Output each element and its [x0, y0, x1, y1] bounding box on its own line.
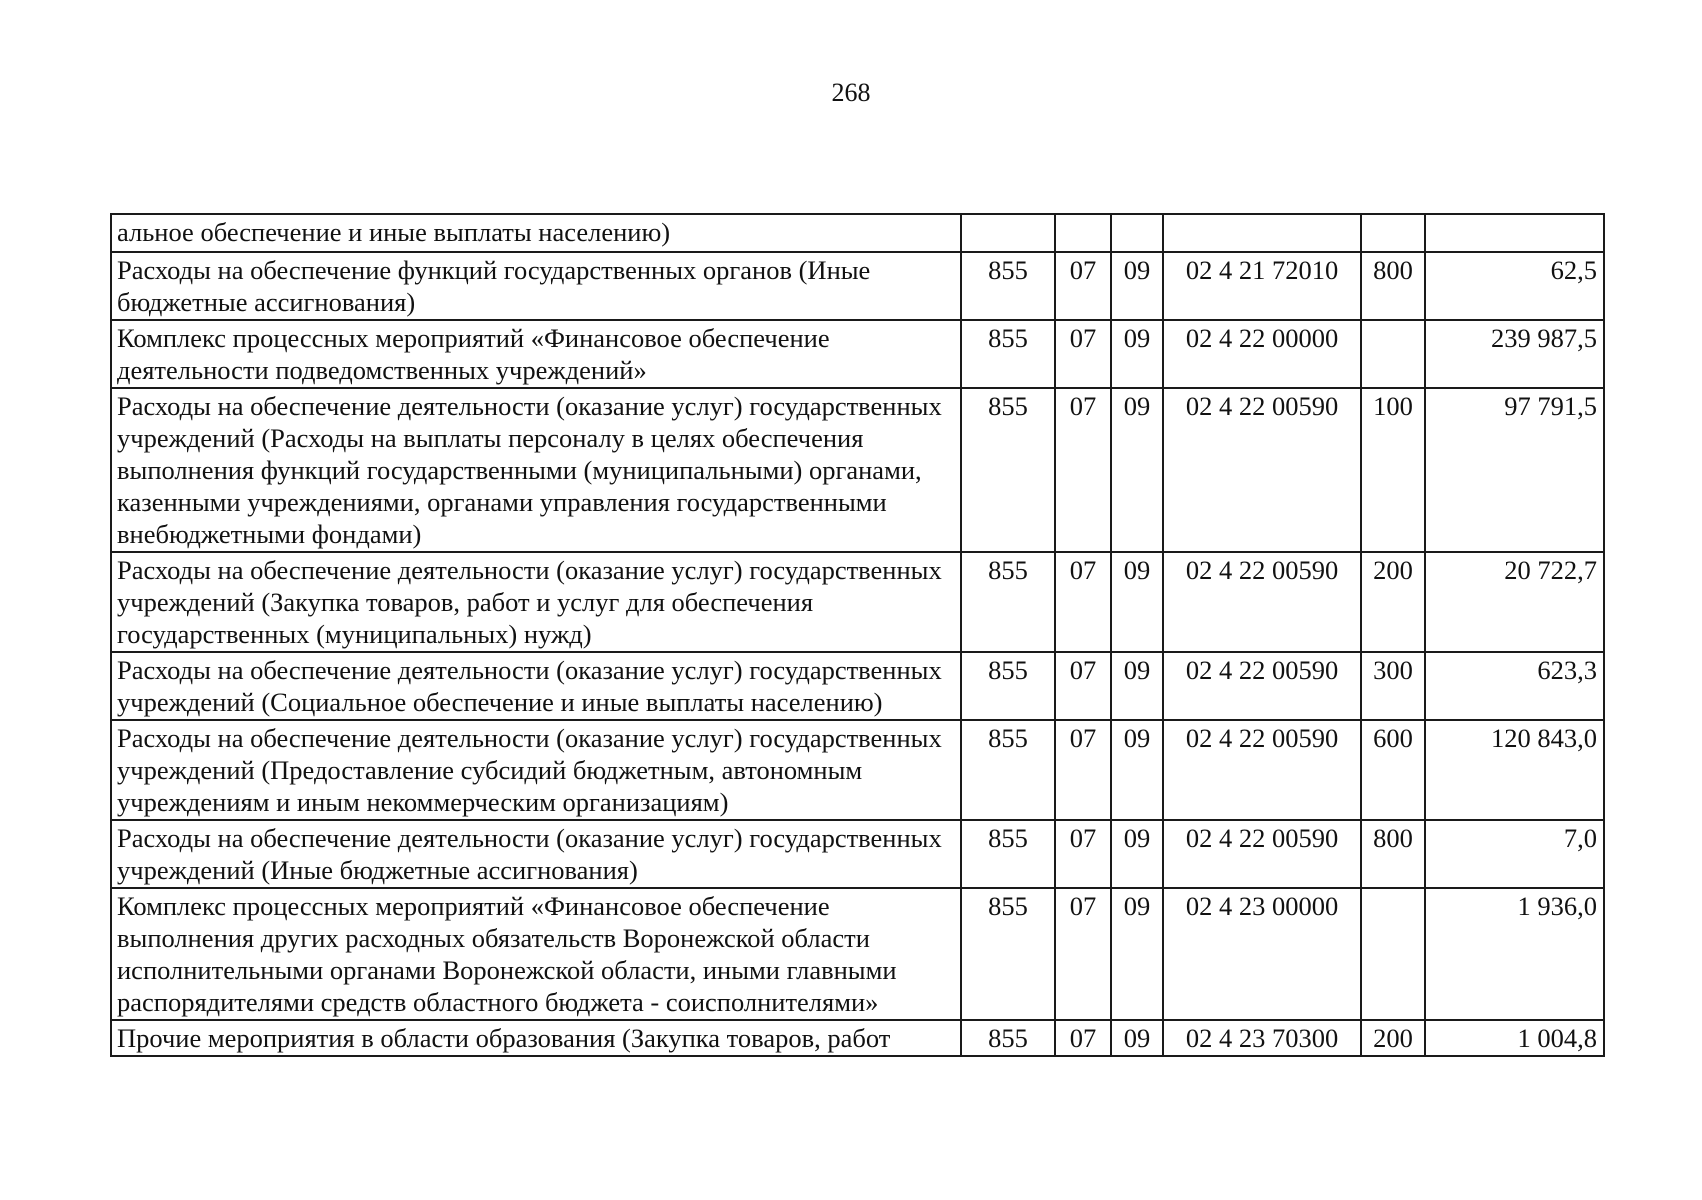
subsection-code-cell [1111, 214, 1163, 252]
section-code-cell: 07 [1055, 1020, 1111, 1056]
row-name-cell: Расходы на обеспечение деятельности (оказание услуг) государственных учреждений (Социальное обеспечение и иные выплаты населению) [111, 652, 961, 720]
ministry-code-cell: 855 [961, 388, 1055, 552]
table-row [111, 214, 1604, 252]
expense-type-cell: 200 [1361, 1020, 1425, 1056]
target-article-cell [1163, 214, 1361, 252]
row-name-cell: Расходы на обеспечение деятельности (оказание услуг) государственных учреждений (Предоставление субсидий бюджетным, автономным учреждениям и иным некоммерческим организациям) [111, 720, 961, 820]
row-name-cell: Расходы на обеспечение деятельности (оказание услуг) государственных учреждений (Иные бюджетные ассигнования) [111, 820, 961, 888]
expense-type-cell: 300 [1361, 652, 1425, 720]
subsection-code-cell: 09 [1111, 388, 1163, 552]
section-code-cell: 07 [1055, 652, 1111, 720]
table-row [111, 820, 1604, 888]
section-code-cell: 07 [1055, 820, 1111, 888]
sum-cell: 1 004,8 [1425, 1020, 1604, 1056]
row-name-cell: Расходы на обеспечение деятельности (оказание услуг) государственных учреждений (Расходы на выплаты персоналу в целях обеспечения выполнения функций государственными (муниципальными) органами, казенными учреждениями, органами управления государственными внебюджетными фондами) [111, 388, 961, 552]
table-row [111, 552, 1604, 652]
ministry-code-cell: 855 [961, 888, 1055, 1020]
table-row [111, 888, 1604, 1020]
sum-cell: 97 791,5 [1425, 388, 1604, 552]
sum-cell: 239 987,5 [1425, 320, 1604, 388]
subsection-code-cell: 09 [1111, 1020, 1163, 1056]
table-row [111, 320, 1604, 388]
table-row [111, 652, 1604, 720]
sum-cell: 7,0 [1425, 820, 1604, 888]
expense-type-cell [1361, 888, 1425, 1020]
row-name-cell: Прочие мероприятия в области образования (Закупка товаров, работ [111, 1020, 961, 1056]
section-code-cell: 07 [1055, 388, 1111, 552]
subsection-code-cell: 09 [1111, 252, 1163, 320]
target-article-cell: 02 4 23 00000 [1163, 888, 1361, 1020]
row-name-cell: Расходы на обеспечение функций государственных органов (Иные бюджетные ассигнования) [111, 252, 961, 320]
expense-type-cell [1361, 214, 1425, 252]
section-code-cell: 07 [1055, 252, 1111, 320]
target-article-cell: 02 4 22 00590 [1163, 720, 1361, 820]
sum-cell: 20 722,7 [1425, 552, 1604, 652]
target-article-cell: 02 4 22 00590 [1163, 652, 1361, 720]
target-article-cell: 02 4 22 00000 [1163, 320, 1361, 388]
table-row [111, 388, 1604, 552]
expense-type-cell: 600 [1361, 720, 1425, 820]
subsection-code-cell: 09 [1111, 888, 1163, 1020]
table-row [111, 252, 1604, 320]
sum-cell: 623,3 [1425, 652, 1604, 720]
subsection-code-cell: 09 [1111, 552, 1163, 652]
target-article-cell: 02 4 22 00590 [1163, 552, 1361, 652]
sum-cell: 1 936,0 [1425, 888, 1604, 1020]
target-article-cell: 02 4 22 00590 [1163, 820, 1361, 888]
subsection-code-cell: 09 [1111, 652, 1163, 720]
row-name-cell: Комплекс процессных мероприятий «Финансовое обеспечение деятельности подведомственных учреждений» [111, 320, 961, 388]
section-code-cell: 07 [1055, 552, 1111, 652]
section-code-cell: 07 [1055, 888, 1111, 1020]
subsection-code-cell: 09 [1111, 820, 1163, 888]
target-article-cell: 02 4 22 00590 [1163, 388, 1361, 552]
ministry-code-cell [961, 214, 1055, 252]
expense-type-cell [1361, 320, 1425, 388]
ministry-code-cell: 855 [961, 652, 1055, 720]
sum-cell: 120 843,0 [1425, 720, 1604, 820]
row-name-cell: Комплекс процессных мероприятий «Финансовое обеспечение выполнения других расходных обязательств Воронежской области исполнительными органами Воронежской области, иными главными распорядителями средств областного бюджета - соисполнителями» [111, 888, 961, 1020]
table-body [111, 214, 1604, 1056]
ministry-code-cell: 855 [961, 720, 1055, 820]
sum-cell: 62,5 [1425, 252, 1604, 320]
target-article-cell: 02 4 21 72010 [1163, 252, 1361, 320]
sum-cell [1425, 214, 1604, 252]
table-row [111, 720, 1604, 820]
ministry-code-cell: 855 [961, 320, 1055, 388]
section-code-cell: 07 [1055, 720, 1111, 820]
row-name-cell: Расходы на обеспечение деятельности (оказание услуг) государственных учреждений (Закупка товаров, работ и услуг для обеспечения государственных (муниципальных) нужд) [111, 552, 961, 652]
subsection-code-cell: 09 [1111, 720, 1163, 820]
section-code-cell: 07 [1055, 320, 1111, 388]
target-article-cell: 02 4 23 70300 [1163, 1020, 1361, 1056]
expense-type-cell: 100 [1361, 388, 1425, 552]
ministry-code-cell: 855 [961, 552, 1055, 652]
ministry-code-cell: 855 [961, 1020, 1055, 1056]
subsection-code-cell: 09 [1111, 320, 1163, 388]
ministry-code-cell: 855 [961, 252, 1055, 320]
section-code-cell [1055, 214, 1111, 252]
budget-table [110, 213, 1605, 1057]
table-row [111, 1020, 1604, 1056]
expense-type-cell: 800 [1361, 252, 1425, 320]
page-number: 268 [831, 78, 871, 107]
expense-type-cell: 800 [1361, 820, 1425, 888]
row-name-cell: альное обеспечение и иные выплаты населению) [111, 214, 961, 252]
ministry-code-cell: 855 [961, 820, 1055, 888]
expense-type-cell: 200 [1361, 552, 1425, 652]
